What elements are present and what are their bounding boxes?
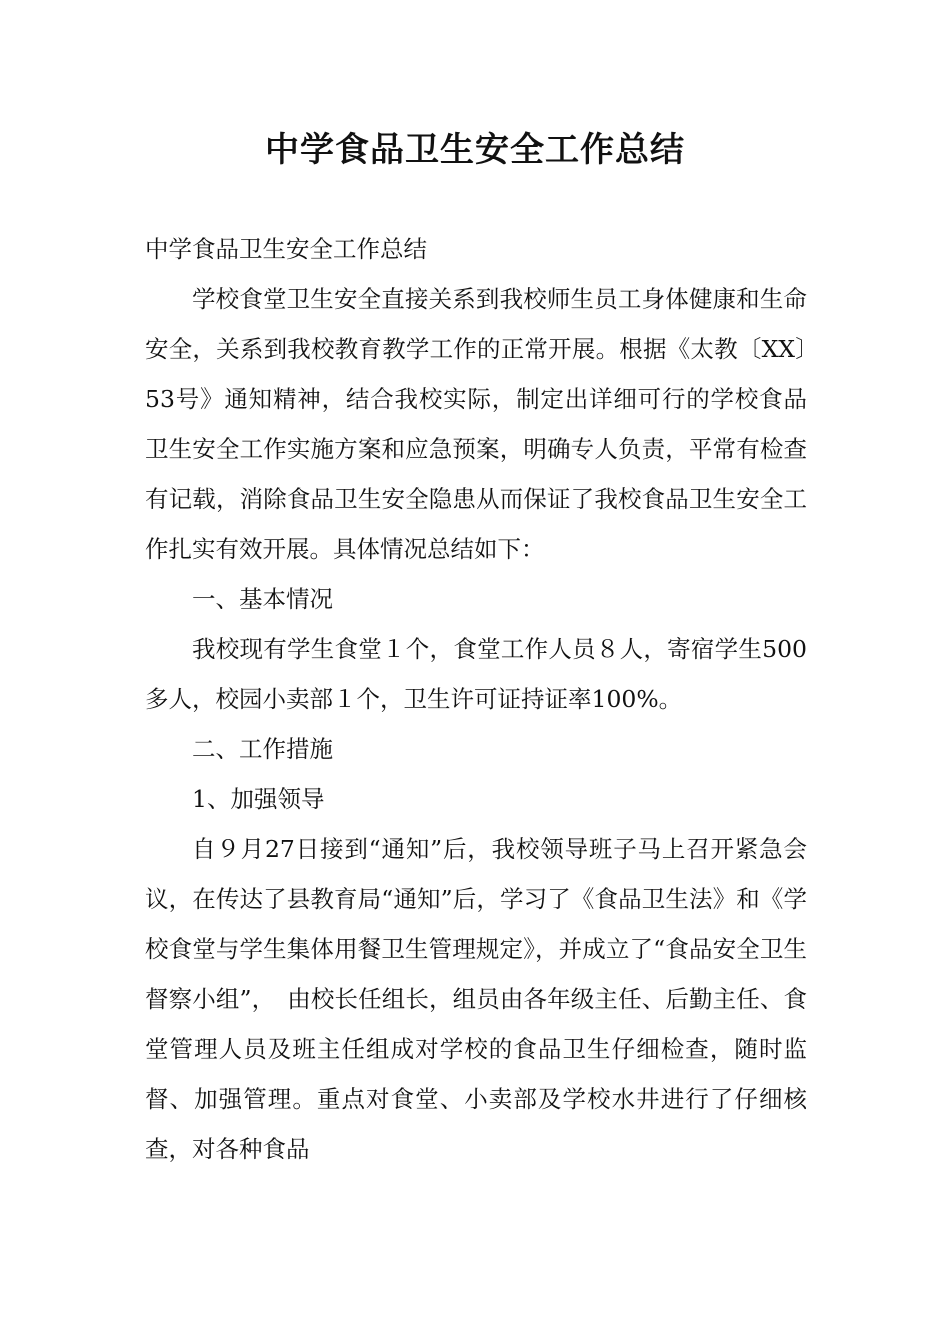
section-heading-basic: 一、基本情况: [192, 585, 333, 613]
page-title: 中学食品卫生安全工作总结: [265, 130, 685, 170]
subsection-heading-leadership: 1、加强领导: [192, 785, 325, 813]
paragraph-leadership: 自９月27日接到“通知”后，我校领导班子马上召开紧急会议，在传达了县教育局“通知”后，学习了《食品卫生法》和《学校食堂与学生集体用餐卫生管理规定》，并成立了“食品安全卫生督察小组”， 由校长任组长，组员由各年级主任、后勤主任、食堂管理人员及班主任组成对学校的食品卫生仔细检查，随时监督、加强管理。重点对食堂、小卖部及学校水井进行了仔细核查，对各种食品: [145, 835, 807, 1163]
paragraph-basic-info: 我校现有学生食堂１个，食堂工作人员８人，寄宿学生500多人，校园小卖部１个，卫生许可证持证率100%。: [145, 635, 807, 713]
section-heading-measures: 二、工作措施: [192, 735, 333, 763]
paragraph-intro: 学校食堂卫生安全直接关系到我校师生员工身体健康和生命安全，关系到我校教育教学工作的正常开展。根据《太教〔XX〕53号》通知精神，结合我校实际，制定出详细可行的学校食品卫生安全工作实施方案和应急预案，明确专人负责，平常有检查有记载，消除食品卫生安全隐患从而保证了我校食品卫生安全工作扎实有效开展。具体情况总结如下：: [145, 285, 807, 563]
document-subtitle: 中学食品卫生安全工作总结: [145, 235, 427, 263]
document-body: [145, 224, 807, 1174]
